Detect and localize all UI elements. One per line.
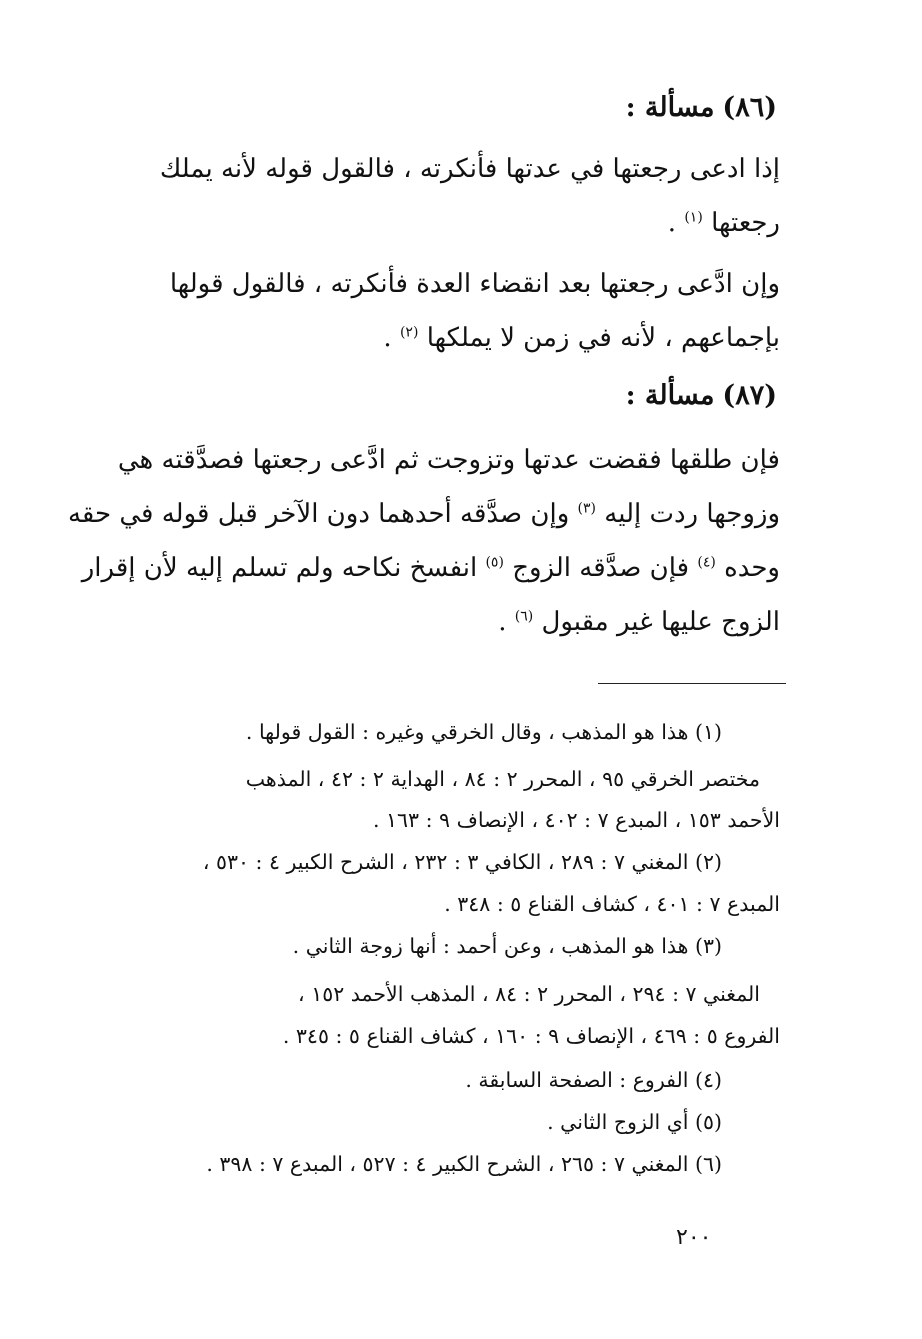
paragraph (112, 257, 780, 365)
line-text: إذا ادعى رجعتها في عدتها فأنكرته ، فالقول قوله لأنه يملك (159, 154, 780, 184)
footnote-line: (٥) أي الزوج الثاني . (547, 1110, 722, 1134)
footnote-line: (٤) الفروع : الصفحة السابقة . (465, 1068, 722, 1092)
line-text: وحده (724, 553, 780, 583)
line-text: انفسخ نكاحه ولم تسلم إليه لأن إقرار (81, 553, 478, 583)
page-number: ٢٠٠ (676, 1225, 712, 1250)
issue-heading-86 (626, 92, 777, 123)
line-text: وإن صدَّقه أحدهما دون الآخر قبل قوله في حقه (67, 499, 570, 529)
paragraph (67, 433, 780, 649)
line-text: فإن صدَّقه الزوج (512, 553, 690, 583)
text-line (112, 595, 780, 649)
footnote-line: (٢) المغني ٧ : ٢٨٩ ، الكافي ٣ : ٢٣٢ ، الشرح الكبير ٤ : ٥٣٠ ، (202, 850, 722, 874)
footnote-marker: (٢) (399, 324, 419, 341)
text-line (112, 196, 780, 250)
issue-title: مسألة : (625, 92, 715, 123)
line-text: . (667, 208, 677, 238)
line-text: وزوجها ردت إليه (604, 499, 780, 529)
issue-number: (٨٧) (722, 380, 777, 411)
paragraph (112, 142, 780, 250)
footnote-divider (598, 683, 786, 684)
footnote-line: الفروع ٥ : ٤٦٩ ، الإنصاف ٩ : ١٦٠ ، كشاف القناع ٥ : ٣٤٥ . (282, 1024, 780, 1048)
footnote-line: المبدع ٧ : ٤٠١ ، كشاف القناع ٥ : ٣٤٨ . (444, 892, 780, 916)
footnote-marker: (٦) (514, 608, 534, 625)
issue-heading-87 (626, 380, 777, 411)
footnote-marker: (٣) (577, 500, 597, 517)
footnote-marker: (١) (684, 209, 703, 226)
line-text: بإجماعهم ، لأنه في زمن لا يملكها (426, 323, 780, 353)
text-line (112, 311, 780, 365)
footnote-marker: (٥) (485, 554, 504, 571)
text-line (67, 487, 780, 541)
text-line (112, 257, 780, 311)
issue-title: مسألة : (625, 380, 715, 411)
line-text: فإن طلقها فقضت عدتها وتزوجت ثم ادَّعى رجعتها فصدَّقته هي (117, 445, 780, 475)
footnote-line: الأحمد ١٥٣ ، المبدع ٧ : ٤٠٢ ، الإنصاف ٩ : ١٦٣ . (372, 808, 780, 832)
line-text: الزوج عليها غير مقبول (541, 607, 780, 637)
text-line (81, 541, 780, 595)
text-line (112, 142, 780, 196)
footnote-line: (٦) المغني ٧ : ٢٦٥ ، الشرح الكبير ٤ : ٥٢٧ ، المبدع ٧ : ٣٩٨ . (206, 1152, 722, 1176)
footnote-line: (٣) هذا هو المذهب ، وعن أحمد : أنها زوجة الثاني . (292, 934, 722, 958)
line-text: . (383, 323, 392, 353)
line-text: . (498, 607, 507, 637)
issue-number: (٨٦) (722, 92, 777, 123)
text-line (112, 433, 780, 487)
footnote-line: مختصر الخرقي ٩٥ ، المحرر ٢ : ٨٤ ، الهداية ٢ : ٤٢ ، المذهب (245, 767, 760, 791)
line-text: رجعتها (711, 208, 780, 238)
footnote-line: (١) هذا هو المذهب ، وقال الخرقي وغيره : القول قولها . (245, 720, 722, 744)
line-text: وإن ادَّعى رجعتها بعد انقضاء العدة فأنكرته ، فالقول قولها (169, 269, 780, 299)
footnote-marker: (٤) (697, 554, 716, 571)
footnote-line: المغني ٧ : ٢٩٤ ، المحرر ٢ : ٨٤ ، المذهب الأحمد ١٥٢ ، (298, 982, 760, 1006)
